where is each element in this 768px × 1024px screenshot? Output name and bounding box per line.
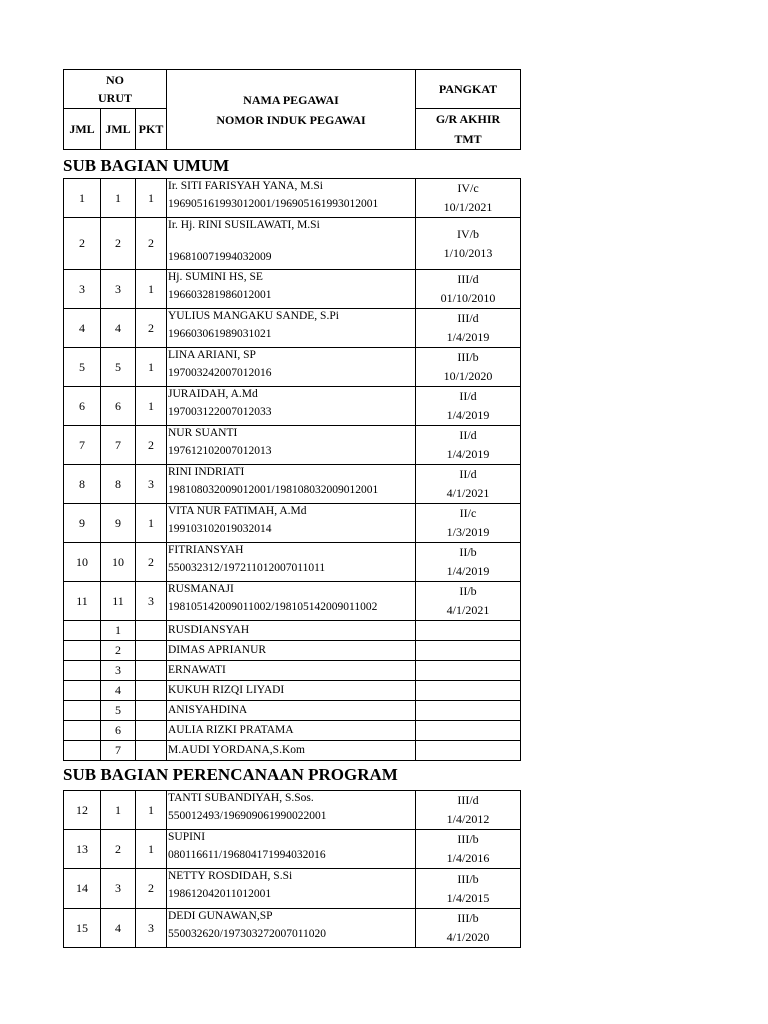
- employee-nip: 550032312/197211012007011011: [168, 562, 326, 574]
- employee-name: ERNAWATI: [167, 661, 416, 681]
- jml2-cell: 7: [101, 741, 136, 761]
- tmt-value: 1/4/2016: [446, 851, 490, 865]
- pangkat-cell: [416, 348, 521, 387]
- table-row: [64, 641, 521, 661]
- employee-name: TANTI SUBANDIYAH, S.Sos.: [168, 792, 314, 804]
- pangkat-cell: [416, 661, 521, 681]
- nama-header: [167, 70, 416, 150]
- jml2-cell: 7: [101, 426, 136, 465]
- gr-value: III/b: [457, 871, 479, 886]
- table-row: [64, 741, 521, 761]
- employee-cell: [167, 909, 416, 948]
- employee-name: Ir. SITI FARISYAH YANA, M.Si: [168, 180, 323, 192]
- table-row: [64, 582, 521, 621]
- jml2-cell: 3: [101, 869, 136, 909]
- employee-nip: 196603281986012001: [168, 289, 272, 301]
- employee-name: VITA NUR FATIMAH, A.Md: [168, 505, 307, 517]
- jml-cell: [64, 741, 101, 761]
- jml2-cell: 5: [101, 348, 136, 387]
- pangkat-cell: [416, 426, 521, 465]
- pangkat-cell: [416, 721, 521, 741]
- gr-value: III/d: [457, 311, 479, 325]
- jml2-header: JML: [101, 109, 136, 150]
- pangkat-cell: [416, 504, 521, 543]
- employee-nip: 196905161993012001/196905161993012001: [168, 198, 379, 210]
- jml-cell: [64, 681, 101, 701]
- jml-cell: 10: [64, 543, 101, 582]
- pkt-cell: 3: [136, 909, 167, 948]
- tmt-header: TMT: [454, 132, 482, 146]
- pangkat-cell: [416, 909, 521, 948]
- jml2-cell: 9: [101, 504, 136, 543]
- tmt-value: 10/1/2021: [443, 200, 493, 214]
- gr-value: II/b: [459, 545, 477, 559]
- gr-value: II/d: [459, 389, 477, 403]
- table-row: [64, 348, 521, 387]
- table-row: [64, 426, 521, 465]
- table-row: [64, 791, 521, 830]
- jml2-cell: 2: [101, 830, 136, 869]
- employee-name: DEDI GUNAWAN,SP: [168, 910, 273, 922]
- table-row: [64, 270, 521, 309]
- employee-cell: [167, 348, 416, 387]
- table-row: [64, 309, 521, 348]
- employee-cell: [167, 582, 416, 621]
- jml2-cell: 11: [101, 582, 136, 621]
- jml-cell: [64, 661, 101, 681]
- tmt-value: 4/1/2021: [446, 603, 490, 617]
- employee-nip: 080116611/196804171994032016: [168, 849, 326, 861]
- jml-cell: 2: [64, 218, 101, 270]
- tmt-value: 1/4/2012: [446, 812, 490, 826]
- employee-name: NETTY ROSDIDAH, S.Si: [168, 870, 293, 882]
- employee-nip: 197612102007012013: [168, 445, 272, 457]
- employee-nip: 550032620/197303272007011020: [168, 928, 327, 940]
- jml-cell: [64, 621, 101, 641]
- table-row: [64, 661, 521, 681]
- jml-cell: 5: [64, 348, 101, 387]
- table-row: [64, 179, 521, 218]
- pkt-cell: [136, 661, 167, 681]
- jml2-cell: 5: [101, 701, 136, 721]
- employee-nip: 197003242007012016: [168, 367, 272, 379]
- table-row: [64, 218, 521, 270]
- jml-cell: 3: [64, 270, 101, 309]
- table-row: [64, 621, 521, 641]
- table-row: [64, 387, 521, 426]
- gr-value: IV/b: [457, 226, 479, 241]
- employee-nip: 198612042011012001: [168, 888, 272, 900]
- jml2-cell: 4: [101, 309, 136, 348]
- pangkat-cell: [416, 869, 521, 909]
- employee-name: RUSDIANSYAH: [167, 621, 416, 641]
- employee-cell: [167, 179, 416, 218]
- employee-name: NUR SUANTI: [168, 427, 238, 439]
- gr-value: III/b: [457, 832, 479, 846]
- gr-value: III/b: [457, 350, 479, 364]
- employee-nip: 197003122007012033: [168, 406, 272, 418]
- pkt-cell: 1: [136, 791, 167, 830]
- tmt-value: 1/4/2019: [446, 330, 490, 344]
- employee-nip: 196810071994032009: [168, 251, 272, 263]
- tmt-value: 4/1/2020: [446, 930, 490, 944]
- jml-cell: 15: [64, 909, 101, 948]
- pangkat-cell: [416, 681, 521, 701]
- nomor-induk-header: NOMOR INDUK PEGAWAI: [216, 112, 366, 127]
- pkt-cell: [136, 641, 167, 661]
- jml2-cell: 6: [101, 721, 136, 741]
- employee-cell: [167, 309, 416, 348]
- employee-name: DIMAS APRIANUR: [167, 641, 416, 661]
- table-row: [64, 909, 521, 948]
- jml-cell: [64, 641, 101, 661]
- employee-name: SUPINI: [168, 831, 206, 843]
- jml2-cell: 6: [101, 387, 136, 426]
- employee-nip: 550012493/196909061990022001: [168, 810, 327, 822]
- jml-cell: 9: [64, 504, 101, 543]
- pangkat-cell: [416, 621, 521, 641]
- urut-header: URUT: [97, 91, 132, 105]
- pangkat-cell: [416, 270, 521, 309]
- employee-name: JURAIDAH, A.Md: [168, 388, 258, 400]
- pkt-cell: 1: [136, 387, 167, 426]
- jml-cell: 11: [64, 582, 101, 621]
- employee-cell: [167, 387, 416, 426]
- pkt-cell: 2: [136, 309, 167, 348]
- jml2-cell: 4: [101, 681, 136, 701]
- employee-cell: [167, 270, 416, 309]
- gr-value: II/c: [459, 506, 477, 520]
- employee-name: FITRIANSYAH: [168, 544, 244, 556]
- gr-value: III/d: [457, 793, 479, 807]
- pangkat-cell: [416, 641, 521, 661]
- employee-nip: 199103102019032014: [168, 523, 272, 535]
- jml-cell: 14: [64, 869, 101, 909]
- table-row: [64, 465, 521, 504]
- jml2-cell: 1: [101, 621, 136, 641]
- jml2-cell: 3: [101, 661, 136, 681]
- jml2-cell: 8: [101, 465, 136, 504]
- tmt-value: 1/4/2015: [446, 890, 490, 905]
- pkt-cell: 2: [136, 426, 167, 465]
- pkt-cell: 1: [136, 348, 167, 387]
- employee-name: YULIUS MANGAKU SANDE, S.Pi: [168, 310, 339, 322]
- tmt-value: 1/10/2013: [443, 245, 493, 260]
- gr-value: II/d: [459, 428, 477, 442]
- gr-value: IV/c: [457, 181, 479, 195]
- employee-name: Hj. SUMINI HS, SE: [168, 271, 263, 283]
- pangkat-cell: [416, 218, 521, 270]
- pkt-cell: 1: [136, 504, 167, 543]
- nama-pegawai-header: NAMA PEGAWAI: [243, 92, 339, 107]
- perencanaan-table: [63, 790, 521, 948]
- gr-value: III/b: [457, 911, 479, 925]
- employee-name: KUKUH RIZQI LIYADI: [167, 681, 416, 701]
- jml-cell: 1: [64, 179, 101, 218]
- gr-akhir-header: G/R AKHIR: [435, 112, 501, 126]
- no-urut-header: [64, 70, 167, 109]
- jml2-cell: 1: [101, 791, 136, 830]
- jml-cell: 13: [64, 830, 101, 869]
- pkt-cell: [136, 721, 167, 741]
- pkt-cell: [136, 701, 167, 721]
- tmt-value: 01/10/2010: [440, 291, 496, 305]
- employee-nip: 196603061989031021: [168, 328, 272, 340]
- jml-cell: 4: [64, 309, 101, 348]
- jml2-cell: 10: [101, 543, 136, 582]
- jml2-cell: 4: [101, 909, 136, 948]
- pkt-cell: 3: [136, 582, 167, 621]
- tmt-value: 1/4/2019: [446, 564, 490, 578]
- employee-name: RUSMANAJI: [168, 583, 234, 595]
- header-table: [63, 69, 521, 150]
- employee-cell: [167, 791, 416, 830]
- pangkat-cell: [416, 309, 521, 348]
- gr-value: II/d: [459, 467, 477, 481]
- pkt-cell: 2: [136, 218, 167, 270]
- jml2-cell: 1: [101, 179, 136, 218]
- tmt-value: 1/3/2019: [446, 525, 490, 539]
- gr-value: II/b: [459, 584, 477, 598]
- table-row: [64, 869, 521, 909]
- jml2-cell: 3: [101, 270, 136, 309]
- employee-cell: [167, 218, 416, 270]
- table-row: [64, 701, 521, 721]
- employee-cell: [167, 426, 416, 465]
- pangkat-cell: [416, 830, 521, 869]
- employee-cell: [167, 543, 416, 582]
- employee-name: M.AUDI YORDANA,S.Kom: [167, 741, 416, 761]
- pkt-cell: [136, 621, 167, 641]
- pkt-cell: [136, 681, 167, 701]
- tmt-value: 1/4/2019: [446, 408, 490, 422]
- pangkat-cell: [416, 582, 521, 621]
- pangkat-cell: [416, 791, 521, 830]
- table-row: [64, 543, 521, 582]
- employee-cell: [167, 504, 416, 543]
- pkt-cell: 1: [136, 179, 167, 218]
- table-row: [64, 681, 521, 701]
- pangkat-cell: [416, 465, 521, 504]
- employee-cell: [167, 465, 416, 504]
- jml-cell: 7: [64, 426, 101, 465]
- pangkat-cell: [416, 179, 521, 218]
- pangkat-cell: [416, 387, 521, 426]
- tmt-value: 4/1/2021: [446, 486, 490, 500]
- employee-cell: [167, 869, 416, 909]
- jml-cell: 8: [64, 465, 101, 504]
- employee-name: RINI INDRIATI: [168, 466, 245, 478]
- pkt-header: PKT: [136, 109, 167, 150]
- pkt-cell: 2: [136, 869, 167, 909]
- jml2-cell: 2: [101, 641, 136, 661]
- pkt-cell: 2: [136, 543, 167, 582]
- jml-cell: 6: [64, 387, 101, 426]
- employee-name: ANISYAHDINA: [167, 701, 416, 721]
- employee-name: Ir. Hj. RINI SUSILAWATI, M.Si: [168, 219, 320, 231]
- section-title-perencanaan: SUB BAGIAN PERENCANAAN PROGRAM: [63, 765, 398, 784]
- section-title-umum: SUB BAGIAN UMUM: [63, 156, 230, 175]
- no-header: NO: [106, 73, 124, 87]
- jml2-cell: 2: [101, 218, 136, 270]
- pangkat-cell: [416, 543, 521, 582]
- pkt-cell: 1: [136, 830, 167, 869]
- pkt-cell: 3: [136, 465, 167, 504]
- jml-header: JML: [64, 109, 101, 150]
- employee-nip: 198105142009011002/198105142009011002: [168, 601, 378, 613]
- pangkat-header: PANGKAT: [416, 70, 521, 109]
- table-row: [64, 830, 521, 869]
- pkt-cell: 1: [136, 270, 167, 309]
- employee-name: LINA ARIANI, SP: [168, 349, 256, 361]
- jml-cell: [64, 721, 101, 741]
- jml-cell: 12: [64, 791, 101, 830]
- jml-cell: [64, 701, 101, 721]
- employee-name: AULIA RIZKI PRATAMA: [167, 721, 416, 741]
- tmt-value: 10/1/2020: [443, 369, 493, 383]
- employee-nip: 198108032009012001/198108032009012001: [168, 484, 379, 496]
- tmt-value: 1/4/2019: [446, 447, 490, 461]
- pkt-cell: [136, 741, 167, 761]
- table-row: [64, 721, 521, 741]
- gr-tmt-header: [416, 109, 521, 150]
- pangkat-cell: [416, 701, 521, 721]
- umum-table: [63, 178, 521, 761]
- gr-value: III/d: [457, 272, 479, 286]
- pangkat-cell: [416, 741, 521, 761]
- table-row: [64, 504, 521, 543]
- employee-cell: [167, 830, 416, 869]
